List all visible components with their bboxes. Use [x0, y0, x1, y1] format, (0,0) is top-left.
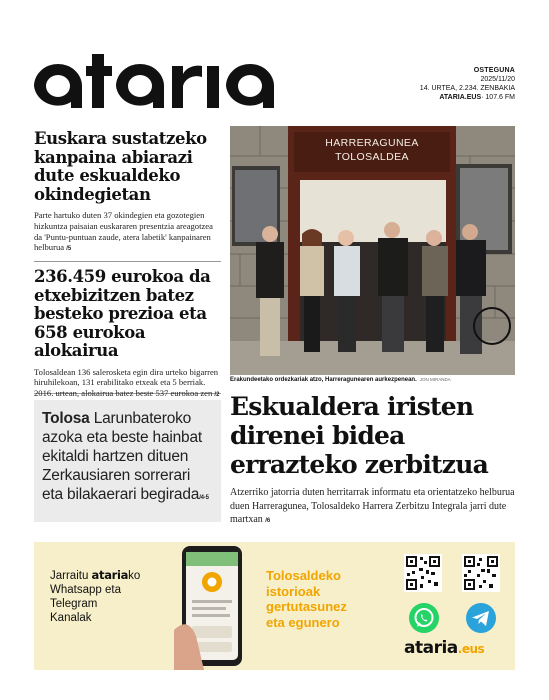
story-lede-text: Tolosaldean 136 salerosketa egin dira urteko bigarren hiruhilekoan, 131 erabilitako etxeak eta 5 berriak. 2016. urtean, alokairua batez beste 537 eurokoa zen	[34, 366, 219, 399]
tolosa-box[interactable]	[34, 400, 221, 522]
banner-tagline	[266, 568, 347, 630]
photo-caption	[230, 377, 515, 383]
door-sign	[294, 136, 450, 164]
banner-line1-b: ko	[128, 570, 141, 582]
banner-line3: Telegram	[50, 598, 98, 610]
whatsapp-qr-code[interactable]	[404, 554, 442, 592]
whatsapp-icon[interactable]	[408, 602, 440, 634]
story-headline[interactable]: 236.459 eurokoa da etxebizitzen batez besteko prezioa eta 658 eurokoa alokairua	[34, 267, 211, 360]
radio-frequency: · 107.6 FM	[481, 94, 515, 101]
lead-headline[interactable]: Eskualdera iristen direnei bidea errazteko zerbitzua	[230, 392, 488, 479]
door-sign-line-1: HARRERAGUNEA	[325, 137, 419, 149]
tagline-line4: eta egunero	[266, 614, 340, 630]
issue-meta	[420, 66, 515, 102]
channels-banner[interactable]	[34, 542, 515, 670]
issue-day: OSTEGUNA	[473, 67, 515, 74]
lead-photo[interactable]	[230, 126, 515, 375]
caption-text: Erakundeetako ordezkariak atzo, Harreragunearen aurkezpenean.	[230, 377, 417, 383]
telegram-icon[interactable]	[465, 602, 497, 634]
banner-follow-text	[50, 568, 140, 625]
box-tag: Tolosa	[42, 410, 90, 427]
masthead	[0, 0, 549, 120]
tagline-line2: istorioak	[266, 583, 321, 599]
issue-date: 2025/11/20	[480, 76, 515, 83]
phone-illustration	[174, 546, 264, 670]
banner-logo[interactable]	[404, 638, 484, 658]
photo-credit: JON MIRANDA	[419, 377, 451, 382]
tagline-line1: Tolosaldeko	[266, 568, 341, 583]
banner-line1-logo: ataria	[91, 568, 129, 582]
lead-lede-text: Atzerriko jatorria duten herritarrak informatu eta orientatzeko helburua duen Harreragunea, Tolosaldeko Harrera Zerbitzu Integrala jarri dute martxan	[230, 487, 515, 525]
tagline-line3: gertutasunez	[266, 599, 347, 614]
site-link[interactable]: ATARIA.EUS	[439, 94, 482, 101]
story-etxebizitza[interactable]	[34, 267, 221, 399]
ataria-logo[interactable]	[34, 52, 284, 112]
lead-lede	[230, 486, 518, 529]
door-sign-line-2: TOLOSALDEA	[335, 151, 409, 163]
issue-number: 14. URTEA, 2.234. ZENBAKIA	[419, 85, 515, 92]
banner-logo-suffix: .eus	[457, 642, 485, 656]
page-ref: /2	[214, 392, 220, 399]
banner-line2: Whatsapp eta	[50, 584, 121, 596]
banner-line1-a: Jarraitu	[50, 570, 92, 582]
page-ref: /6	[265, 518, 271, 524]
page-ref: /4-5	[199, 495, 209, 501]
banner-logo-name: ataria	[404, 638, 458, 658]
story-lede	[34, 367, 221, 401]
story-okindegiak[interactable]	[34, 130, 221, 262]
telegram-qr-code[interactable]	[462, 554, 500, 592]
story-headline[interactable]: Euskara sustatzeko kanpaina abiarazi dute eskualdeko okindegietan	[34, 129, 207, 204]
story-lede-text: Parte hartuko duten 37 okindegien eta gozotegien hizkuntza paisaian euskararen presentzia areagotzea da 'Puntu-puntuan zaude, atera labetik' kanpainaren helburua	[34, 210, 213, 253]
page-ref: /5	[66, 246, 72, 253]
story-lede	[34, 210, 221, 255]
box-text: Larunbateroko azoka eta beste hainbat ekitaldi hartzen dituen Zerkausiaren sorrerari eta bilakaerari begirada	[42, 410, 202, 503]
banner-line4: Kanalak	[50, 612, 92, 624]
